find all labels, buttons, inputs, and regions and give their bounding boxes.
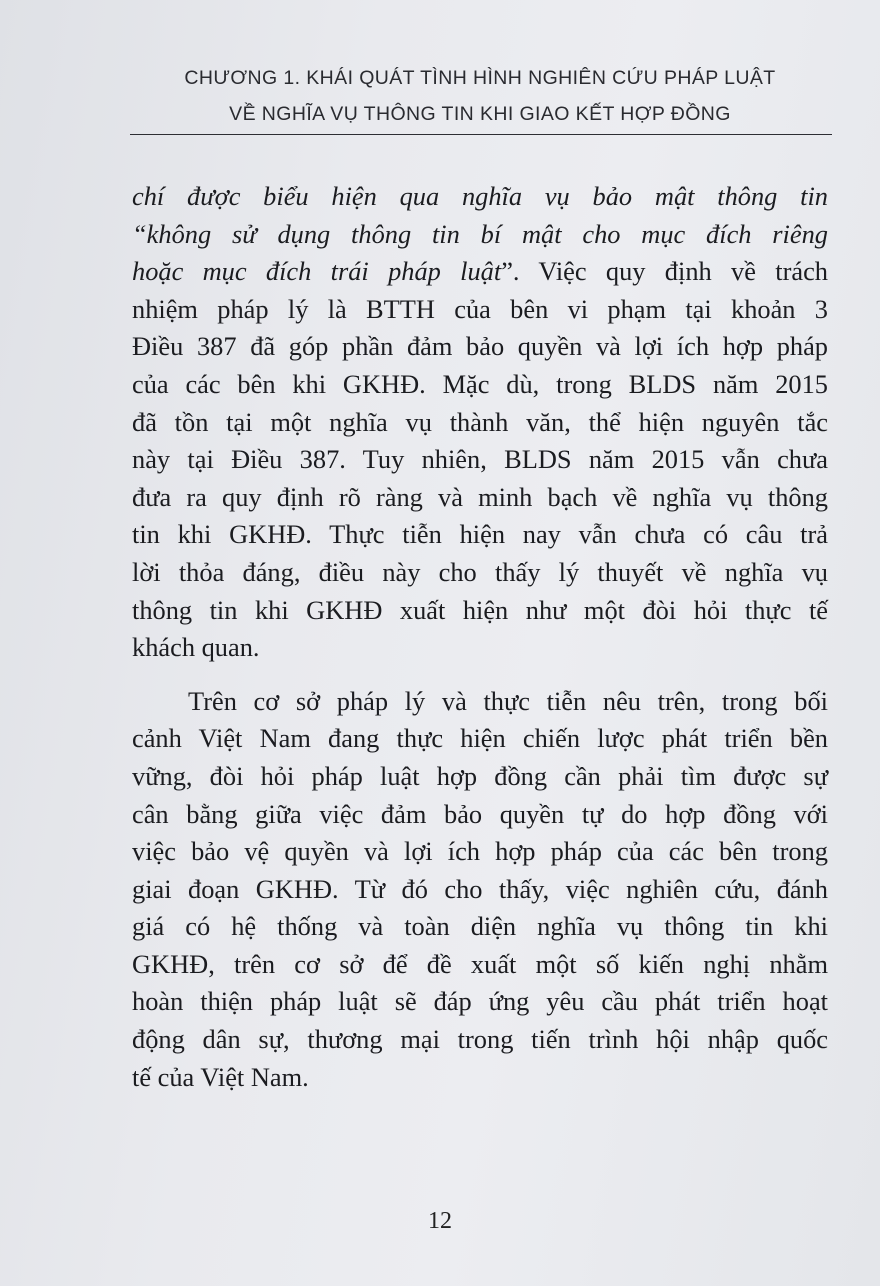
paragraph-1 [132,178,828,667]
text-line [132,216,828,254]
header-line-1: CHƯƠNG 1. KHÁI QUÁT TÌNH HÌNH NGHIÊN CỨU PHÁP LUẬT [184,67,776,89]
text-line: GKHĐ, trên cơ sở để đề xuất một số kiến nghị nhằm [132,948,828,979]
text-line: Trên cơ sở pháp lý và thực tiễn nêu trên, trong bối [188,685,828,716]
paragraph-spacer [132,667,828,683]
text-line: khách quan. [132,632,260,663]
text-line: đưa ra quy định rõ ràng và minh bạch về nghĩa vụ thông [132,481,828,512]
text-line: vững, đòi hỏi pháp luật hợp đồng cần phải tìm được sự [132,760,828,791]
text-line: việc bảo vệ quyền và lợi ích hợp pháp của các bên trong [132,836,828,867]
text-line: tin khi GKHĐ. Thực tiễn hiện nay vẫn chưa có câu trả [132,519,828,550]
paragraph-2 [132,683,828,1097]
text-line [132,178,828,216]
chapter-running-header [130,60,830,132]
italic-text: chí được biểu hiện qua nghĩa vụ bảo mật thông tin [132,181,828,211]
text-line: cảnh Việt Nam đang thực hiện chiến lược phát triển bền [132,723,828,754]
page-body [132,178,828,1096]
header-line-2: VỀ NGHĨA VỤ THÔNG TIN KHI GIAO KẾT HỢP ĐỒNG [229,103,731,125]
text-line: Điều 387 đã góp phần đảm bảo quyền và lợi ích hợp pháp [132,331,828,362]
text-line: của các bên khi GKHĐ. Mặc dù, trong BLDS năm 2015 [132,368,828,399]
italic-text: hoặc mục đích trái pháp luật [132,256,502,287]
text-line: hoàn thiện pháp luật sẽ đáp ứng yêu cầu phát triển hoạt [132,986,828,1017]
text: ”. Việc quy định về trách [501,256,828,287]
text-line: cân bằng giữa việc đảm bảo quyền tự do hợp đồng với [132,798,828,829]
text-line: lời thỏa đáng, điều này cho thấy lý thuyết về nghĩa vụ [132,556,828,587]
text-line: đã tồn tại một nghĩa vụ thành văn, thể hiện nguyên tắc [132,406,828,437]
header-rule [130,134,832,135]
text-line: giá có hệ thống và toàn diện nghĩa vụ thông tin khi [132,911,828,942]
text-line: tế của Việt Nam. [132,1061,309,1092]
text-line [132,253,828,291]
text-line: thông tin khi GKHĐ xuất hiện như một đòi hỏi thực tế [132,594,828,625]
italic-text: “không sử dụng thông tin bí mật cho mục đích riêng [132,218,828,249]
text-line: nhiệm pháp lý là BTTH của bên vi phạm tại khoản 3 [132,293,828,324]
text-line: này tại Điều 387. Tuy nhiên, BLDS năm 2015 vẫn chưa [132,444,828,475]
text-line: giai đoạn GKHĐ. Từ đó cho thấy, việc nghiên cứu, đánh [132,873,828,904]
text-line: động dân sự, thương mại trong tiến trình hội nhập quốc [132,1024,828,1055]
page-number: 12 [428,1208,452,1234]
